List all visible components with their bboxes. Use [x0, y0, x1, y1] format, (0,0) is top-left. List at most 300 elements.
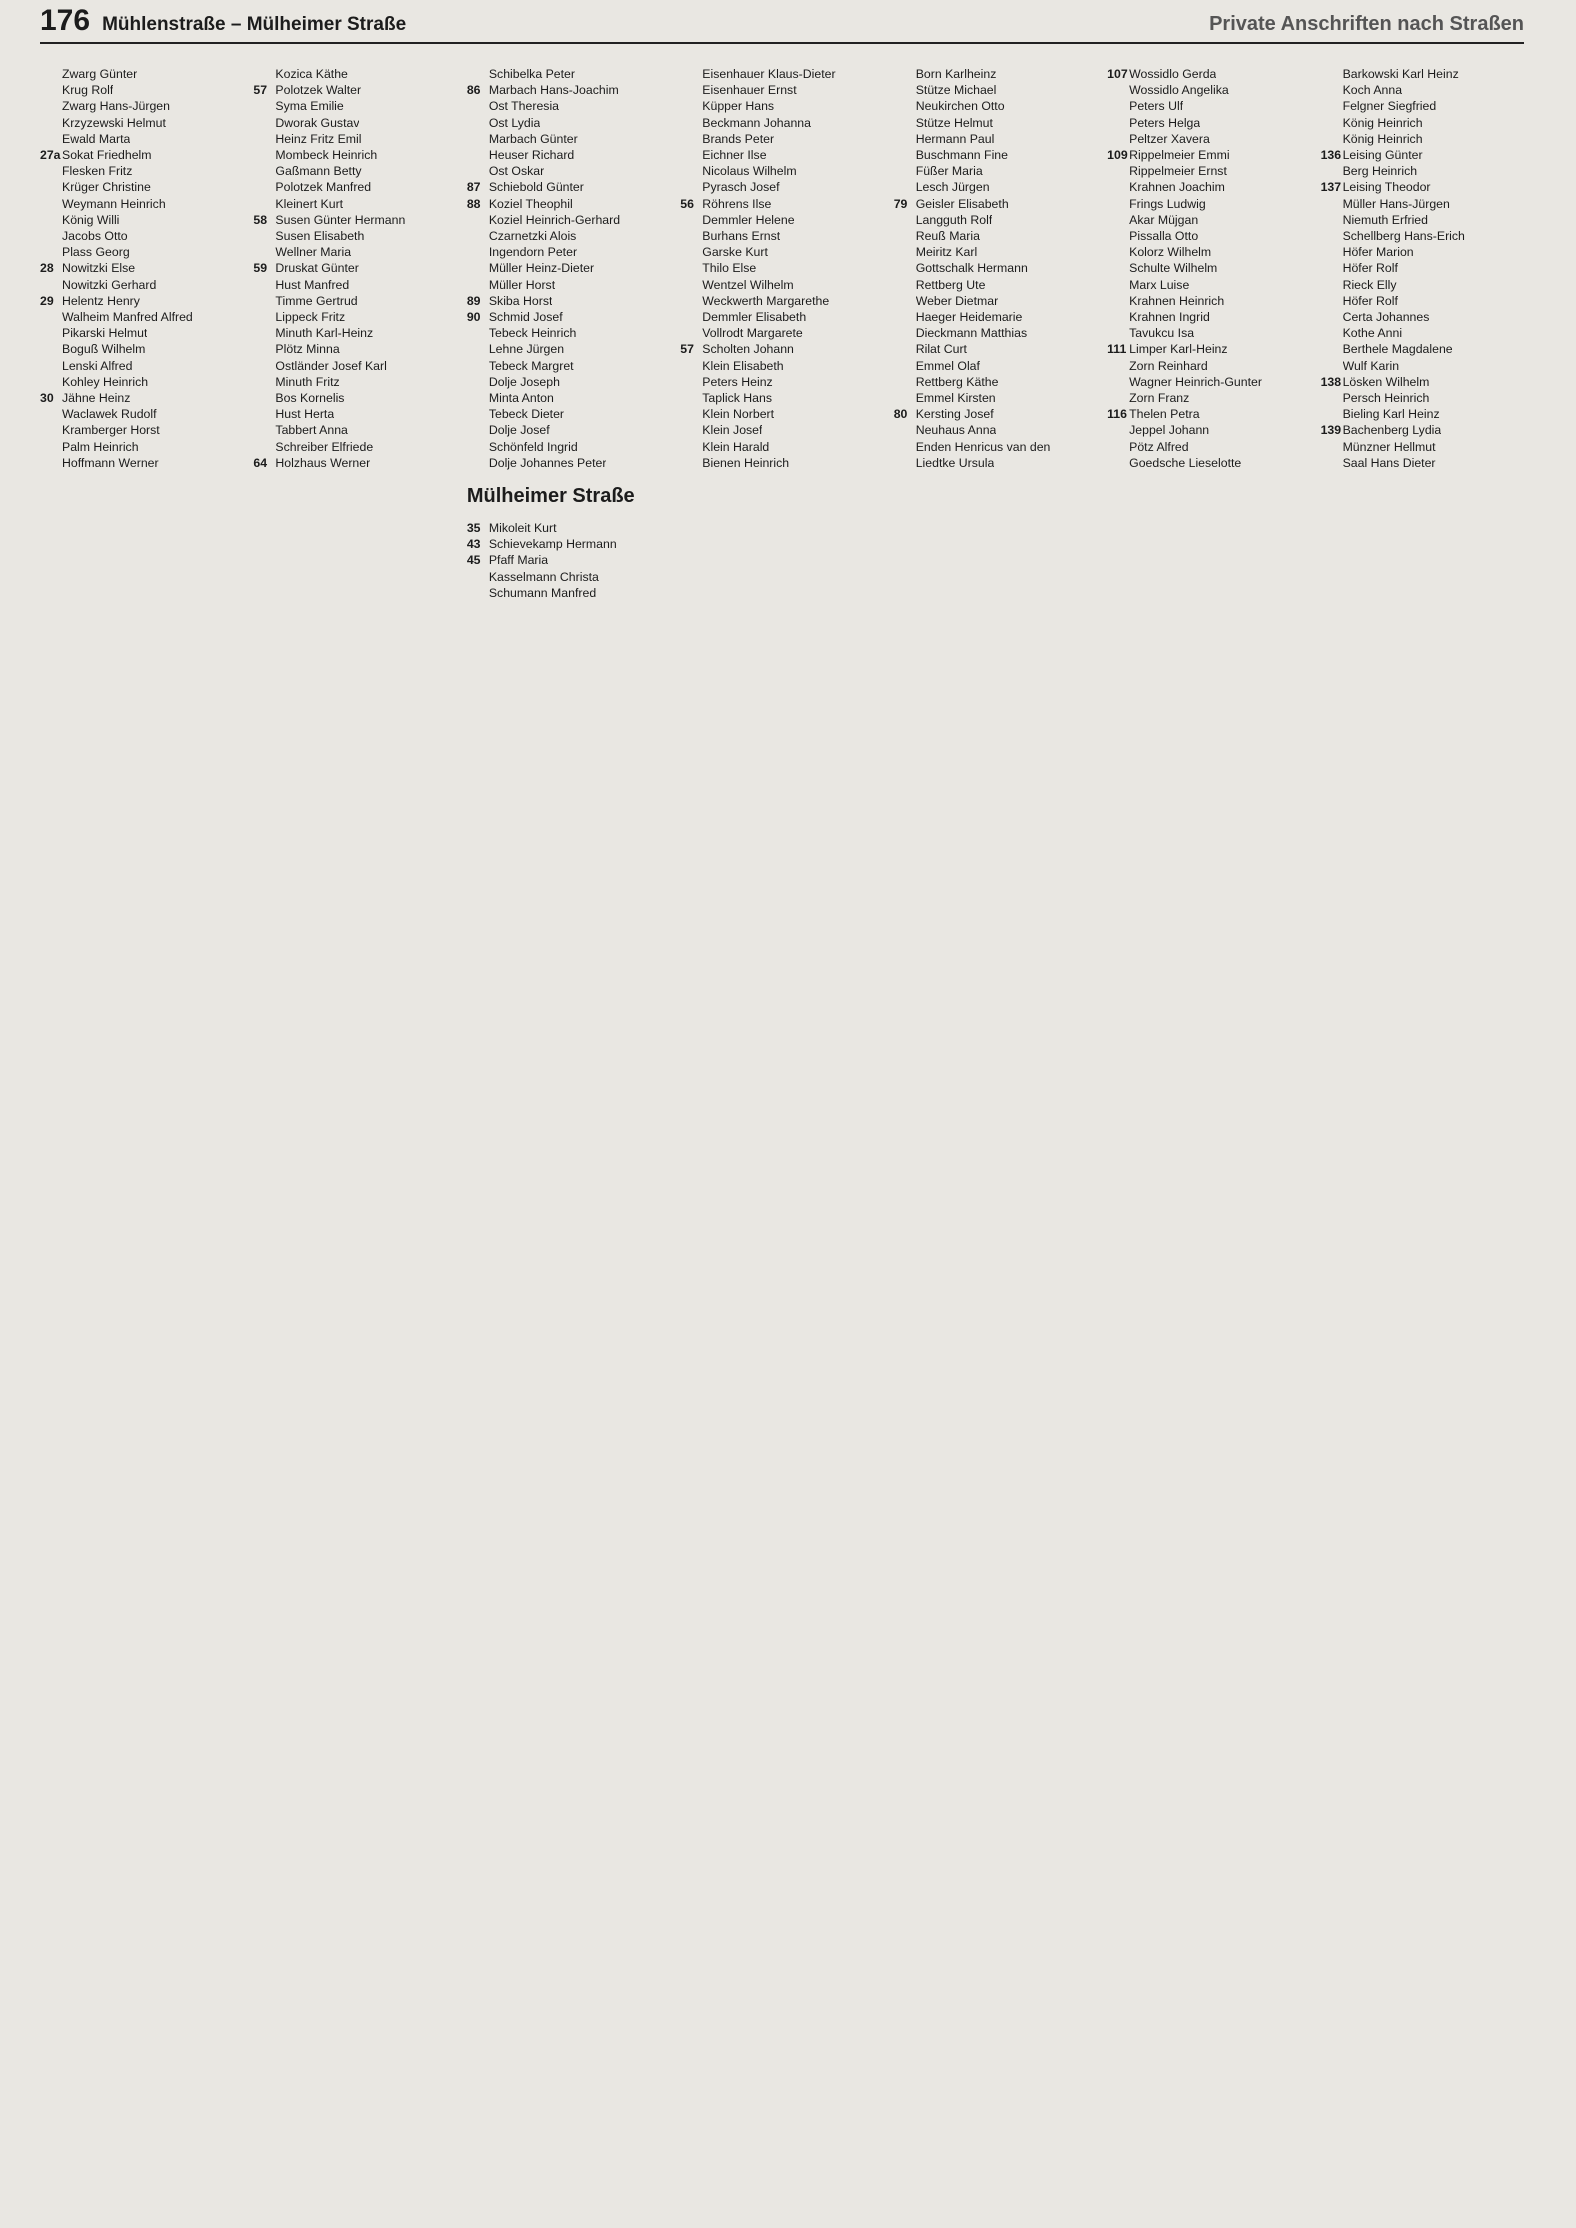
directory-entry	[40, 260, 243, 276]
directory-entry	[467, 390, 670, 406]
directory-columns	[40, 66, 1524, 2216]
directory-entry	[253, 455, 456, 471]
resident-name: Lippeck Fritz	[275, 310, 346, 325]
resident-name: Scholten Johann	[702, 342, 794, 357]
resident-name: Kolorz Wilhelm	[1129, 245, 1212, 260]
directory-entry	[40, 277, 243, 293]
house-number: 79	[893, 196, 908, 211]
resident-name: Frings Ludwig	[1129, 196, 1206, 211]
resident-name: Jähne Heinz	[62, 391, 131, 406]
directory-entry	[253, 212, 456, 228]
directory-column	[894, 66, 1097, 2216]
resident-name: Pötz Alfred	[1129, 439, 1189, 454]
directory-entry	[40, 82, 243, 98]
directory-entry	[680, 422, 883, 438]
resident-name: Langguth Rolf	[915, 212, 993, 227]
directory-entry	[253, 293, 456, 309]
resident-name: Müller Heinz-Dieter	[488, 261, 595, 276]
resident-name: Skiba Horst	[488, 293, 553, 308]
directory-entry	[1107, 277, 1310, 293]
resident-name: Rippelmeier Ernst	[1129, 164, 1227, 179]
resident-name: Küpper Hans	[702, 99, 775, 114]
resident-name: Ingendorn Peter	[488, 245, 578, 260]
header-left	[40, 4, 406, 42]
directory-entry	[1107, 147, 1310, 163]
directory-entry	[1107, 439, 1310, 455]
directory-entry	[467, 179, 670, 195]
resident-name: Jeppel Johann	[1129, 423, 1210, 438]
resident-name: Born Karlheinz	[915, 67, 997, 81]
house-number: 88	[466, 196, 481, 211]
resident-name: Stütze Helmut	[915, 115, 993, 130]
directory-entry	[1321, 179, 1524, 195]
resident-name: Dolje Josef	[488, 423, 550, 438]
resident-name: Eisenhauer Klaus-Dieter	[702, 67, 836, 81]
resident-name: Meiritz Karl	[915, 245, 978, 260]
directory-entry	[253, 277, 456, 293]
resident-name: Flesken Fritz	[62, 164, 133, 179]
directory-entry	[894, 309, 1097, 325]
resident-name: Ewald Marta	[62, 131, 131, 146]
resident-name: Heinz Fritz Emil	[275, 131, 362, 146]
directory-column	[40, 66, 243, 2216]
directory-entry	[680, 196, 883, 212]
directory-entry	[467, 520, 670, 536]
house-number: 58	[253, 212, 268, 227]
resident-name: Pyrasch Josef	[702, 180, 780, 195]
resident-name: Klein Josef	[702, 423, 763, 438]
directory-entry	[40, 228, 243, 244]
directory-entry	[680, 325, 883, 341]
directory-entry	[253, 98, 456, 114]
resident-name: König Heinrich	[1342, 115, 1423, 130]
directory-entry	[894, 293, 1097, 309]
house-number: 57	[680, 342, 694, 357]
directory-entry	[253, 358, 456, 374]
house-number: 64	[253, 455, 268, 470]
directory-entry	[680, 341, 883, 357]
directory-entry	[253, 244, 456, 260]
resident-name: Kersting Josef	[915, 407, 994, 422]
resident-name: Ost Oskar	[488, 164, 545, 179]
directory-entry	[253, 66, 456, 82]
directory-entry	[1321, 115, 1524, 131]
resident-name: Barkowski Karl Heinz	[1342, 67, 1459, 81]
resident-name: Burhans Ernst	[702, 229, 781, 244]
resident-name: Demmler Helene	[702, 212, 795, 227]
resident-name: Wagner Heinrich-Gunter	[1129, 374, 1262, 389]
resident-name: Marbach Günter	[488, 131, 578, 146]
directory-entry	[680, 131, 883, 147]
resident-name: Leising Günter	[1342, 148, 1423, 163]
directory-entry	[1107, 115, 1310, 131]
directory-entry	[1107, 82, 1310, 98]
directory-entry	[1321, 196, 1524, 212]
directory-column	[1107, 66, 1310, 2216]
directory-entry	[253, 179, 456, 195]
resident-name: Koch Anna	[1342, 83, 1403, 98]
resident-name: Bienen Heinrich	[702, 455, 790, 470]
resident-name: Timme Gertrud	[275, 293, 358, 308]
directory-entry	[1107, 163, 1310, 179]
house-number: 45	[466, 553, 481, 568]
directory-entry	[1107, 358, 1310, 374]
directory-entry	[40, 66, 243, 82]
directory-entry	[1107, 374, 1310, 390]
directory-entry	[1321, 358, 1524, 374]
resident-name: Sokat Friedhelm	[62, 148, 152, 163]
directory-entry	[1107, 406, 1310, 422]
directory-entry	[680, 244, 883, 260]
directory-entry	[680, 212, 883, 228]
directory-entry	[894, 82, 1097, 98]
resident-name: Felgner Siegfried	[1342, 99, 1437, 114]
directory-entry	[40, 439, 243, 455]
resident-name: Liedtke Ursula	[915, 455, 995, 470]
directory-entry	[467, 163, 670, 179]
resident-name: Kleinert Kurt	[275, 196, 344, 211]
resident-name: Minuth Fritz	[275, 374, 340, 389]
directory-entry	[1321, 82, 1524, 98]
directory-entry	[1321, 212, 1524, 228]
resident-name: Dolje Johannes Peter	[488, 455, 607, 470]
resident-name: Saal Hans Dieter	[1342, 455, 1436, 470]
directory-entry	[1107, 212, 1310, 228]
directory-entry	[680, 277, 883, 293]
resident-name: Schiebold Günter	[488, 180, 584, 195]
resident-name: Schumann Manfred	[488, 585, 597, 600]
resident-name: Brands Peter	[702, 131, 775, 146]
resident-name: Peters Ulf	[1129, 99, 1184, 114]
directory-entry	[40, 196, 243, 212]
directory-entry	[1107, 325, 1310, 341]
directory-entry	[894, 325, 1097, 341]
resident-name: Enden Henricus van den	[915, 439, 1051, 454]
directory-entry	[467, 277, 670, 293]
resident-name: König Heinrich	[1342, 131, 1423, 146]
house-number: 43	[466, 537, 481, 552]
directory-entry	[1321, 422, 1524, 438]
resident-name: Boguß Wilhelm	[62, 342, 146, 357]
resident-name: Gottschalk Hermann	[915, 261, 1028, 276]
resident-name: Palm Heinrich	[62, 439, 139, 454]
resident-name: Dworak Gustav	[275, 115, 360, 130]
street-range: Mühlenstraße – Mülheimer Straße	[102, 14, 407, 35]
resident-name: Klein Harald	[702, 439, 770, 454]
resident-name: Zwarg Hans-Jürgen	[62, 99, 170, 114]
directory-entry	[894, 277, 1097, 293]
resident-name: Wulf Karin	[1342, 358, 1400, 373]
directory-entry	[467, 325, 670, 341]
directory-entry	[1107, 228, 1310, 244]
resident-name: Wellner Maria	[275, 245, 352, 260]
resident-name: Syma Emilie	[275, 99, 344, 114]
directory-entry	[894, 341, 1097, 357]
directory-entry	[1107, 293, 1310, 309]
resident-name: Füßer Maria	[915, 164, 983, 179]
house-number: 56	[680, 196, 694, 211]
resident-name: Mikoleit Kurt	[488, 521, 557, 536]
resident-name: Hoffmann Werner	[62, 455, 159, 470]
resident-name: Höfer Rolf	[1342, 261, 1398, 276]
directory-entry	[40, 115, 243, 131]
directory-entry	[680, 66, 883, 82]
house-number: 90	[466, 310, 481, 325]
directory-entry	[467, 455, 670, 471]
house-number: 27a	[40, 148, 61, 163]
directory-entry	[467, 341, 670, 357]
resident-name: Minta Anton	[488, 391, 554, 406]
resident-name: Hermann Paul	[915, 131, 995, 146]
resident-name: Krahnen Ingrid	[1129, 310, 1210, 325]
resident-name: Lehne Jürgen	[488, 342, 565, 357]
directory-entry	[894, 374, 1097, 390]
directory-entry	[894, 212, 1097, 228]
resident-name: Ost Theresia	[488, 99, 560, 114]
directory-entry	[253, 325, 456, 341]
street-heading: Mülheimer Straße	[466, 485, 635, 508]
resident-name: Jacobs Otto	[62, 229, 128, 244]
directory-entry	[253, 115, 456, 131]
resident-name: Koziel Heinrich-Gerhard	[488, 212, 621, 227]
resident-name: Berthele Magdalene	[1342, 342, 1453, 357]
resident-name: Krahnen Heinrich	[1129, 293, 1225, 308]
resident-name: Persch Heinrich	[1342, 391, 1430, 406]
directory-entry	[40, 147, 243, 163]
resident-name: Peters Helga	[1129, 115, 1201, 130]
directory-entry	[40, 358, 243, 374]
resident-name: Weber Dietmar	[915, 293, 999, 308]
directory-entry	[1107, 390, 1310, 406]
directory-entry	[253, 82, 456, 98]
house-number: 109	[1107, 148, 1128, 163]
directory-entry	[253, 390, 456, 406]
directory-entry	[680, 98, 883, 114]
directory-entry	[1107, 455, 1310, 471]
directory-entry	[894, 115, 1097, 131]
directory-entry	[894, 98, 1097, 114]
directory-entry	[1321, 309, 1524, 325]
directory-entry	[467, 66, 670, 82]
directory-entry	[680, 374, 883, 390]
resident-name: Nicolaus Wilhelm	[702, 164, 797, 179]
directory-entry	[467, 131, 670, 147]
resident-name: Ost Lydia	[488, 115, 541, 130]
resident-name: Krüger Christine	[62, 180, 151, 195]
directory-entry	[894, 406, 1097, 422]
directory-entry	[467, 82, 670, 98]
directory-entry	[894, 244, 1097, 260]
resident-name: Goedsche Lieselotte	[1129, 455, 1242, 470]
resident-name: Leising Theodor	[1342, 180, 1431, 195]
directory-entry	[894, 196, 1097, 212]
directory-entry	[894, 228, 1097, 244]
directory-entry	[253, 439, 456, 455]
directory-entry	[1321, 390, 1524, 406]
resident-name: Schreiber Elfriede	[275, 439, 374, 454]
resident-name: Lösken Wilhelm	[1342, 374, 1430, 389]
resident-name: Emmel Kirsten	[915, 391, 996, 406]
resident-name: Bachenberg Lydia	[1342, 423, 1442, 438]
directory-entry	[1321, 406, 1524, 422]
directory-entry	[1321, 260, 1524, 276]
house-number: 137	[1320, 180, 1342, 195]
resident-name: Lenski Alfred	[62, 358, 133, 373]
resident-name: Thilo Else	[702, 261, 757, 276]
directory-entry	[467, 569, 670, 585]
resident-name: Dieckmann Matthias	[915, 326, 1028, 341]
resident-name: Tebeck Dieter	[488, 407, 565, 422]
directory-column	[467, 66, 670, 2216]
resident-name: Klein Norbert	[702, 407, 775, 422]
resident-name: Eisenhauer Ernst	[702, 83, 797, 98]
directory-entry	[1107, 309, 1310, 325]
resident-name: Vollrodt Margarete	[702, 326, 803, 341]
resident-name: Susen Günter Hermann	[275, 212, 406, 227]
directory-entry	[40, 374, 243, 390]
directory-entry	[680, 390, 883, 406]
resident-name: Tabbert Anna	[275, 423, 348, 438]
resident-name: Peltzer Xavera	[1129, 131, 1210, 146]
resident-name: Holzhaus Werner	[275, 455, 371, 470]
resident-name: Neukirchen Otto	[915, 99, 1005, 114]
resident-name: Dolje Joseph	[488, 374, 560, 389]
house-number: 30	[40, 391, 54, 406]
directory-entry	[1321, 439, 1524, 455]
directory-entry	[1321, 325, 1524, 341]
resident-name: Thelen Petra	[1129, 407, 1200, 422]
page-number: 176	[40, 4, 91, 37]
directory-entry	[1321, 66, 1524, 82]
directory-entry	[253, 260, 456, 276]
resident-name: König Willi	[62, 212, 120, 227]
directory-entry	[467, 115, 670, 131]
resident-name: Minuth Karl-Heinz	[275, 326, 374, 341]
directory-entry	[1321, 341, 1524, 357]
directory-entry	[894, 455, 1097, 471]
resident-name: Czarnetzki Alois	[488, 229, 577, 244]
directory-entry	[40, 390, 243, 406]
directory-entry	[1107, 341, 1310, 357]
directory-entry	[40, 131, 243, 147]
directory-entry	[40, 244, 243, 260]
resident-name: Zorn Franz	[1129, 391, 1190, 406]
house-number: 136	[1320, 148, 1342, 163]
house-number: 80	[893, 407, 908, 422]
house-number: 28	[40, 261, 54, 276]
resident-name: Berg Heinrich	[1342, 164, 1418, 179]
directory-entry	[680, 439, 883, 455]
directory-entry	[680, 455, 883, 471]
resident-name: Druskat Günter	[275, 261, 359, 276]
resident-name: Polotzek Manfred	[275, 180, 372, 195]
directory-entry	[1321, 455, 1524, 471]
resident-name: Pfaff Maria	[488, 553, 549, 568]
resident-name: Niemuth Erfried	[1342, 212, 1428, 227]
directory-entry	[680, 309, 883, 325]
resident-name: Tebeck Margret	[488, 358, 574, 373]
resident-name: Höfer Marion	[1342, 245, 1414, 260]
resident-name: Stütze Michael	[915, 83, 997, 98]
directory-entry	[680, 179, 883, 195]
resident-name: Schievekamp Hermann	[488, 537, 617, 552]
house-number: 59	[253, 261, 268, 276]
resident-name: Neuhaus Anna	[915, 423, 997, 438]
resident-name: Klein Elisabeth	[702, 358, 784, 373]
directory-entry	[40, 341, 243, 357]
resident-name: Marx Luise	[1129, 277, 1190, 292]
directory-entry	[467, 98, 670, 114]
directory-entry	[253, 131, 456, 147]
directory-entry	[40, 179, 243, 195]
resident-name: Tebeck Heinrich	[488, 326, 577, 341]
directory-entry	[680, 147, 883, 163]
directory-entry	[467, 422, 670, 438]
resident-name: Susen Elisabeth	[275, 229, 365, 244]
resident-name: Weymann Heinrich	[62, 196, 166, 211]
directory-entry	[253, 341, 456, 357]
directory-entry	[40, 406, 243, 422]
directory-entry	[253, 406, 456, 422]
resident-name: Bos Kornelis	[275, 391, 345, 406]
resident-name: Reuß Maria	[915, 229, 980, 244]
resident-name: Wossidlo Gerda	[1129, 67, 1217, 81]
resident-name: Münzner Hellmut	[1342, 439, 1436, 454]
resident-name: Krug Rolf	[62, 83, 114, 98]
resident-name: Müller Horst	[488, 277, 556, 292]
directory-entry	[1107, 131, 1310, 147]
directory-entry	[1107, 260, 1310, 276]
resident-name: Krahnen Joachim	[1129, 180, 1225, 195]
directory-entry	[1321, 293, 1524, 309]
resident-name: Pissalla Otto	[1129, 229, 1199, 244]
directory-entry	[894, 163, 1097, 179]
directory-entry	[467, 260, 670, 276]
directory-column	[253, 66, 456, 2216]
directory-entry	[1321, 147, 1524, 163]
directory-entry	[467, 552, 670, 568]
resident-name: Tavukcu Isa	[1129, 326, 1195, 341]
resident-name: Rilat Curt	[915, 342, 967, 357]
resident-name: Rettberg Käthe	[915, 374, 999, 389]
resident-name: Certa Johannes	[1342, 310, 1430, 325]
directory-entry	[467, 585, 670, 601]
directory-entry	[467, 212, 670, 228]
resident-name: Rettberg Ute	[915, 277, 986, 292]
resident-name: Polotzek Walter	[275, 83, 362, 98]
resident-name: Limper Karl-Heinz	[1129, 342, 1228, 357]
directory-entry	[1107, 244, 1310, 260]
resident-name: Haeger Heidemarie	[915, 310, 1023, 325]
directory-entry	[1107, 422, 1310, 438]
directory-entry	[467, 439, 670, 455]
resident-name: Zorn Reinhard	[1129, 358, 1208, 373]
directory-entry	[40, 98, 243, 114]
directory-entry	[1321, 277, 1524, 293]
directory-entry	[467, 147, 670, 163]
resident-name: Schmid Josef	[488, 310, 563, 325]
directory-entry	[894, 131, 1097, 147]
directory-column	[1321, 66, 1524, 2216]
directory-entry	[467, 536, 670, 552]
directory-entry	[680, 293, 883, 309]
directory-column	[680, 66, 883, 2216]
directory-entry	[253, 147, 456, 163]
directory-entry	[1321, 98, 1524, 114]
resident-name: Kothe Anni	[1342, 326, 1403, 341]
resident-name: Rippelmeier Emmi	[1129, 148, 1230, 163]
resident-name: Taplick Hans	[702, 391, 772, 406]
